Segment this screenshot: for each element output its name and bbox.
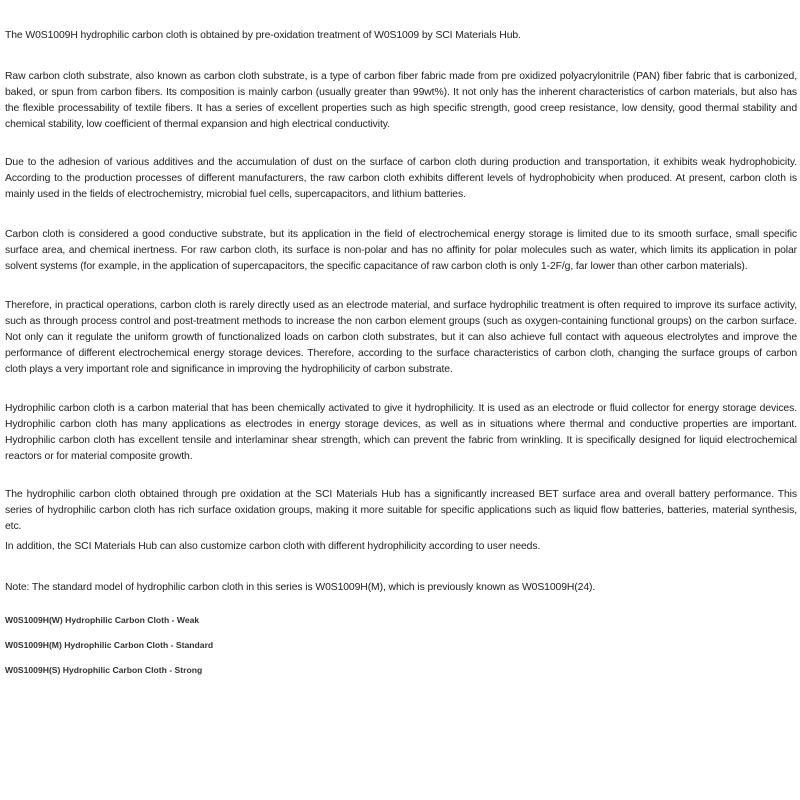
variant-strong: W0S1009H(S) Hydrophilic Carbon Cloth - Strong [5,665,203,675]
variant-weak: W0S1009H(W) Hydrophilic Carbon Cloth - Weak [5,615,200,625]
customization-paragraph: In addition, the SCI Materials Hub can also customize carbon cloth with different hydrophilicity according to user needs. [5,541,541,552]
conductive-substrate-paragraph: Carbon cloth is considered a good conductive substrate, but its application in the field of electrochemical energy storage is limited due to its smooth surface, small specific surface area, and chemical inertness. For raw carbon cloth, its surface is non-polar and has no affinity for polar molecules such as water, which limits its application in polar solvent systems (for example, in the application of supercapacitors, the specific capacitance of raw carbon cloth is only 1-2F/g, far lower than other carbon materials). [5,229,797,272]
surface-treatment-paragraph: Therefore, in practical operations, carbon cloth is rarely directly used as an electrode material, and surface hydrophilic treatment is often required to improve its surface activity, such as through process control and post-treatment methods to increase the non carbon element groups (such as oxygen-containing functional groups) on the carbon surface. Not only can it regulate the uniform growth of functionalized loads on carbon cloth substrates, but it can also achieve full contact with aqueous electrolytes and improve the performance of different electrochemical energy storage devices. Therefore, according to the surface characteristics of carbon cloth, changing the surface groups of carbon cloth plays a very important role and significance in improving the hydrophilicity of carbon substrate. [5,300,797,375]
standard-model-note: Note: The standard model of hydrophilic carbon cloth in this series is W0S1009H(M), which is previously known as W0S1009H(24). [5,582,596,593]
pre-oxidation-paragraph: The hydrophilic carbon cloth obtained through pre oxidation at the SCI Materials Hub has a significantly increased BET surface area and overall battery performance. This series of hydrophilic carbon cloth has rich surface oxidation groups, making it more suitable for specific applications such as liquid flow batteries, batteries, material synthesis, etc. [5,489,797,532]
hydrophobicity-paragraph: Due to the adhesion of various additives and the accumulation of dust on the surface of carbon cloth during production and transportation, it exhibits weak hydrophobicity. According to the production processes of different manufacturers, the raw carbon cloth exhibits different levels of hydrophobicity when produced. At present, carbon cloth is mainly used in the fields of electrochemistry, microbial fuel cells, supercapacitors, and lithium batteries. [5,157,797,200]
intro-paragraph: The W0S1009H hydrophilic carbon cloth is obtained by pre-oxidation treatment of W0S1009 by SCI Materials Hub. [5,30,521,41]
variant-standard: W0S1009H(M) Hydrophilic Carbon Cloth - Standard [5,640,214,650]
hydrophilic-cloth-paragraph: Hydrophilic carbon cloth is a carbon material that has been chemically activated to give it hydrophilicity. It is used as an electrode or fluid collector for energy storage devices. Hydrophilic carbon cloth has many applications as electrodes in energy storage devices, as well as in situations where thermal and conductive properties are important. Hydrophilic carbon cloth has excellent tensile and interlaminar shear strength, which can prevent the fabric from wrinkling. It is specifically designed for liquid electrochemical reactors or for material composite growth. [5,403,797,462]
substrate-paragraph: Raw carbon cloth substrate, also known as carbon cloth substrate, is a type of carbon fiber fabric made from pre oxidized polyacrylonitrile (PAN) fiber fabric that is carbonized, baked, or spun from carbon fibers. Its composition is mainly carbon (usually greater than 99wt%). It not only has the inherent characteristics of carbon materials, but also has the flexible processability of textile fibers. It has a series of excellent properties such as high specific strength, good creep resistance, low density, good thermal stability and chemical stability, low coefficient of thermal expansion and high electrical conductivity. [5,71,797,130]
